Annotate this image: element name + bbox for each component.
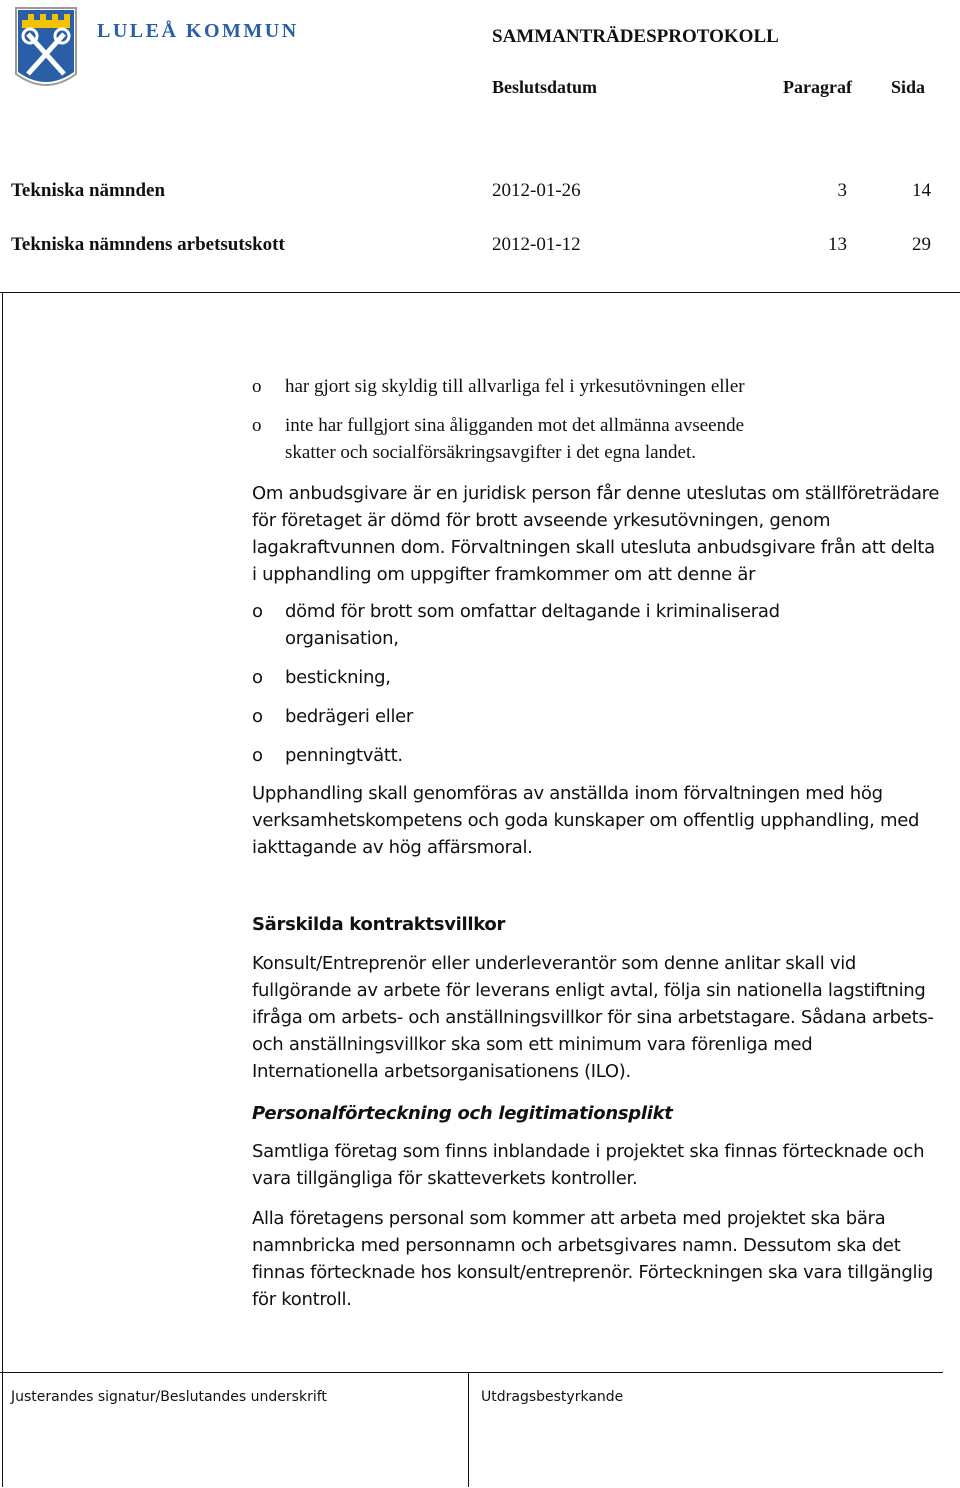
meeting-name: Tekniska nämndens arbetsutskott (11, 234, 285, 255)
text-line: lagakraftvunnen dom. Förvaltningen skall utesluta anbudsgivare från att delta (252, 537, 935, 558)
text-line: namnbricka med personnamn och arbetsgivares namn. Dessutom ska det (252, 1235, 901, 1256)
text-line: för kontroll. (252, 1289, 352, 1310)
meeting-row (0, 180, 960, 204)
list-item (0, 664, 960, 691)
text-line: Konsult/Entreprenör eller underleverantör som denne anlitar skall vid (252, 953, 857, 974)
list-item-text: skatter och socialförsäkringsavgifter i det egna landet. (285, 442, 696, 463)
column-label-date: Beslutsdatum (492, 77, 598, 97)
section-subheading: Personalförteckning och legitimationsplikt (252, 1103, 673, 1124)
text-line: Alla företagens personal som kommer att arbeta med projektet ska bära (252, 1208, 886, 1229)
text-line: Upphandling skall genomföras av anställda inom förvaltningen med hög (252, 783, 883, 804)
paragraph (252, 950, 934, 1085)
text-line: vara tillgängliga för skatteverkets kontroller. (252, 1168, 638, 1189)
paragraph (252, 480, 939, 588)
list-item-text: bedrägeri eller (285, 706, 414, 727)
frame-left-rule (2, 292, 3, 1487)
bullet-marker: o (252, 376, 262, 397)
bullet-marker: o (252, 415, 262, 436)
meeting-paragraph: 3 (837, 180, 847, 201)
signature-label: Justerandes signatur/Beslutandes underskrift (11, 1389, 327, 1405)
text-line: fullgörande av arbete för leverans enligt avtal, följa sin nationella lagstiftning (252, 980, 926, 1001)
meeting-page: 14 (912, 180, 931, 201)
text-line: finnas förtecknade hos konsult/entreprenör. Förteckningen ska vara tillgänglig (252, 1262, 933, 1283)
certification-label: Utdragsbestyrkande (481, 1389, 624, 1405)
text-line: för företaget är dömd för brott avseende yrkesutövningen, genom (252, 510, 831, 531)
list-item (0, 598, 960, 625)
document-type-title: SAMMANTRÄDESPROTOKOLL (492, 26, 779, 47)
paragraph (252, 780, 919, 861)
text-line: i upphandling om uppgifter framkommer om att denne är (252, 564, 756, 585)
bullet-marker: o (252, 667, 263, 688)
list-item-text: dömd för brott som omfattar deltagande i kriminaliserad (285, 601, 780, 622)
meeting-page: 29 (912, 234, 931, 255)
meeting-paragraph: 13 (828, 234, 847, 255)
list-item-text: inte har fullgjort sina åligganden mot det allmänna avseende (285, 415, 745, 436)
footer-top-rule (0, 1372, 943, 1373)
paragraph (252, 1205, 933, 1313)
frame-top-rule (0, 292, 960, 293)
list-item-text: har gjort sig skyldig till allvarliga fel i yrkesutövningen eller (285, 376, 745, 397)
text-line: Om anbudsgivare är en juridisk person får denne uteslutas om ställföreträdare (252, 483, 940, 504)
text-line: verksamhetskompetens och goda kunskaper om offentlig upphandling, med (252, 810, 920, 831)
meeting-date: 2012-01-26 (492, 180, 581, 201)
organization-name: LULEÅ KOMMUN (97, 20, 299, 42)
list-item-text: bestickning, (285, 667, 391, 688)
column-label-paragraph: Paragraf (783, 77, 852, 97)
meeting-name: Tekniska nämnden (11, 180, 166, 201)
bullet-marker: o (252, 745, 263, 766)
list-item (0, 703, 960, 730)
meeting-row (0, 234, 960, 258)
text-line: ifråga om arbets- och anställningsvillkor för sina arbetstagare. Sådana arbets- (252, 1007, 934, 1028)
list-item-text: organisation, (285, 628, 399, 649)
paragraph (252, 1138, 924, 1192)
bullet-marker: o (252, 601, 263, 622)
text-line: Samtliga företag som finns inblandade i projektet ska finnas förtecknade och (252, 1141, 925, 1162)
text-line: Internationella arbetsorganisationens (ILO). (252, 1061, 631, 1082)
bullet-marker: o (252, 706, 263, 727)
text-line: iakttagande av hög affärsmoral. (252, 837, 533, 858)
list-item-text: penningtvätt. (285, 745, 403, 766)
luleå-kommun-coat-of-arms-logo (12, 4, 80, 96)
footer-divider-rule (468, 1372, 469, 1487)
section-heading: Särskilda kontraktsvillkor (252, 914, 506, 935)
text-line: och anställningsvillkor ska som ett minimum vara förenliga med (252, 1034, 813, 1055)
list-item (0, 742, 960, 769)
column-label-page: Sida (891, 77, 926, 97)
meeting-date: 2012-01-12 (492, 234, 581, 255)
